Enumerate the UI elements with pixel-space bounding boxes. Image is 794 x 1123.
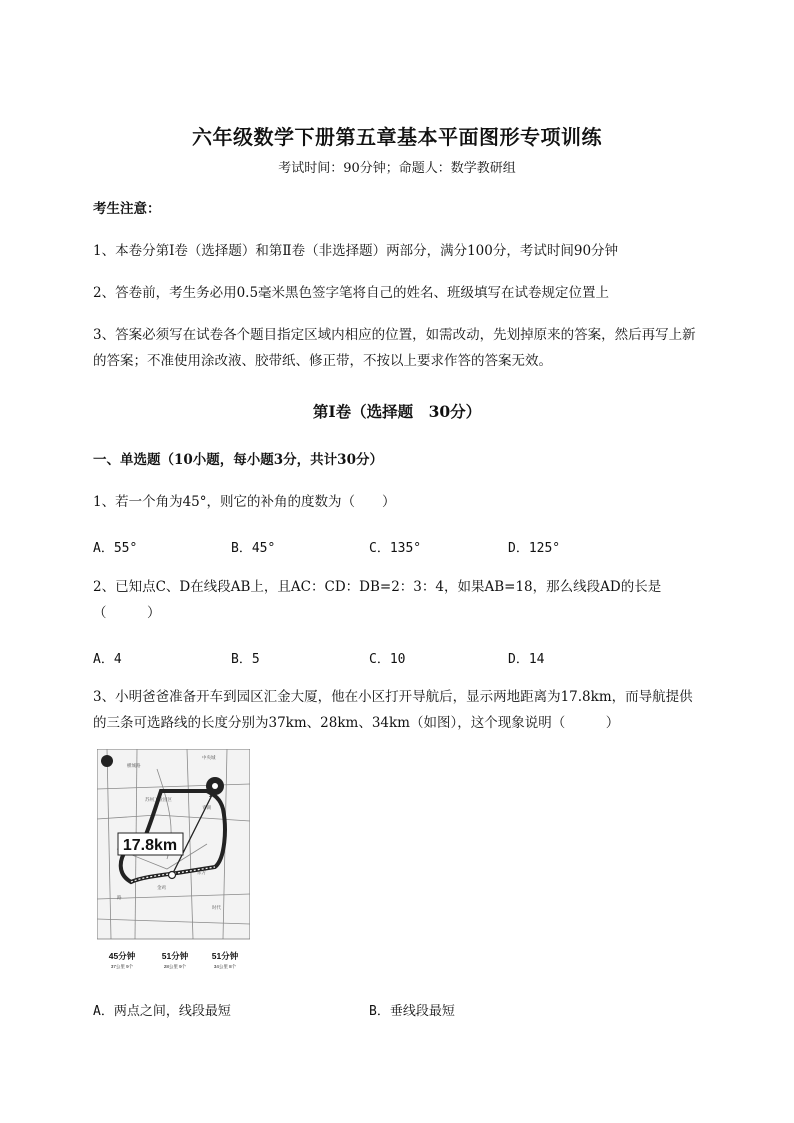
question-2-option-d[interactable]: D．14 <box>508 652 545 667</box>
svg-text:东方: 东方 <box>197 870 206 875</box>
svg-text:苏州工业园区: 苏州工业园区 <box>145 797 172 802</box>
route-2-time: 51分钟 <box>161 951 189 961</box>
page-title: 六年级数学下册第五章基本平面图形专项训练 <box>192 125 602 149</box>
question-3-stem-continued: 的三条可选路线的长度分别为37km、28km、34km（如图），这个现象说明（ ） <box>93 715 620 731</box>
question-3-option-b[interactable]: B．垂线段最短 <box>369 1004 455 1019</box>
question-1-stem: 1、若一个角为45°，则它的补角的度数为（ ） <box>93 494 396 510</box>
question-1-option-a[interactable]: A．55° <box>93 541 138 556</box>
exam-info: 考试时间：90分钟；命题人：数学教研组 <box>278 161 516 176</box>
route-2-distance: 28公里 9个 <box>163 964 187 969</box>
question-1-option-c[interactable]: C．135° <box>369 541 422 556</box>
notice-item: 1、本卷分第Ⅰ卷（选择题）和第Ⅱ卷（非选择题）两部分，满分100分，考试时间90分钟 <box>93 243 619 259</box>
svg-text:时代: 时代 <box>212 905 221 910</box>
section-title: 第Ⅰ卷（选择题 30分） <box>312 402 482 421</box>
svg-text:路: 路 <box>117 895 122 900</box>
question-2-stem-continued: （ ） <box>93 605 161 621</box>
question-2-option-c[interactable]: C．10 <box>369 652 406 667</box>
svg-text:横城路: 横城路 <box>127 763 141 768</box>
notice-heading: 考生注意： <box>93 201 161 217</box>
route-3-distance: 34公里 8个 <box>213 964 237 969</box>
notice-item: 3、答案必须写在试卷各个题目指定区域内相应的位置，如需改动，先划掉原来的答案，然后再写上新 <box>93 327 696 343</box>
question-2-option-a[interactable]: A．4 <box>93 652 122 667</box>
navigation-map-image <box>97 749 250 974</box>
svg-text:青湖: 青湖 <box>202 805 211 810</box>
route-1-time: 45分钟 <box>108 951 136 961</box>
svg-text:中央城: 中央城 <box>202 755 216 760</box>
question-3-stem: 3、小明爸爸准备开车到园区汇金大厦，他在小区打开导航后，显示两地距离为17.8km，而导航提供 <box>93 689 693 705</box>
map-distance-label: 17.8km <box>122 837 178 854</box>
svg-text:金鸡: 金鸡 <box>157 885 166 890</box>
route-1-distance: 37公里 9个 <box>110 964 134 969</box>
part-heading: 一、单选题（10小题，每小题3分，共计30分） <box>93 452 383 468</box>
question-3-option-a[interactable]: A．两点之间，线段最短 <box>93 1004 231 1019</box>
question-2-option-b[interactable]: B．5 <box>231 652 260 667</box>
route-3-time: 51分钟 <box>211 951 239 961</box>
notice-item: 2、答卷前，考生务必用0.5毫米黑色签字笔将自己的姓名、班级填写在试卷规定位置上 <box>93 285 610 301</box>
question-1-option-d[interactable]: D．125° <box>508 541 561 556</box>
notice-item-continued: 的答案；不准使用涂改液、胶带纸、修正带，不按以上要求作答的答案无效。 <box>93 353 552 369</box>
question-2-stem: 2、已知点C、D在线段AB上，且AC：CD：DB=2：3：4，如果AB=18，那么线段AD的长是 <box>93 579 662 595</box>
question-1-option-b[interactable]: B．45° <box>231 541 276 556</box>
